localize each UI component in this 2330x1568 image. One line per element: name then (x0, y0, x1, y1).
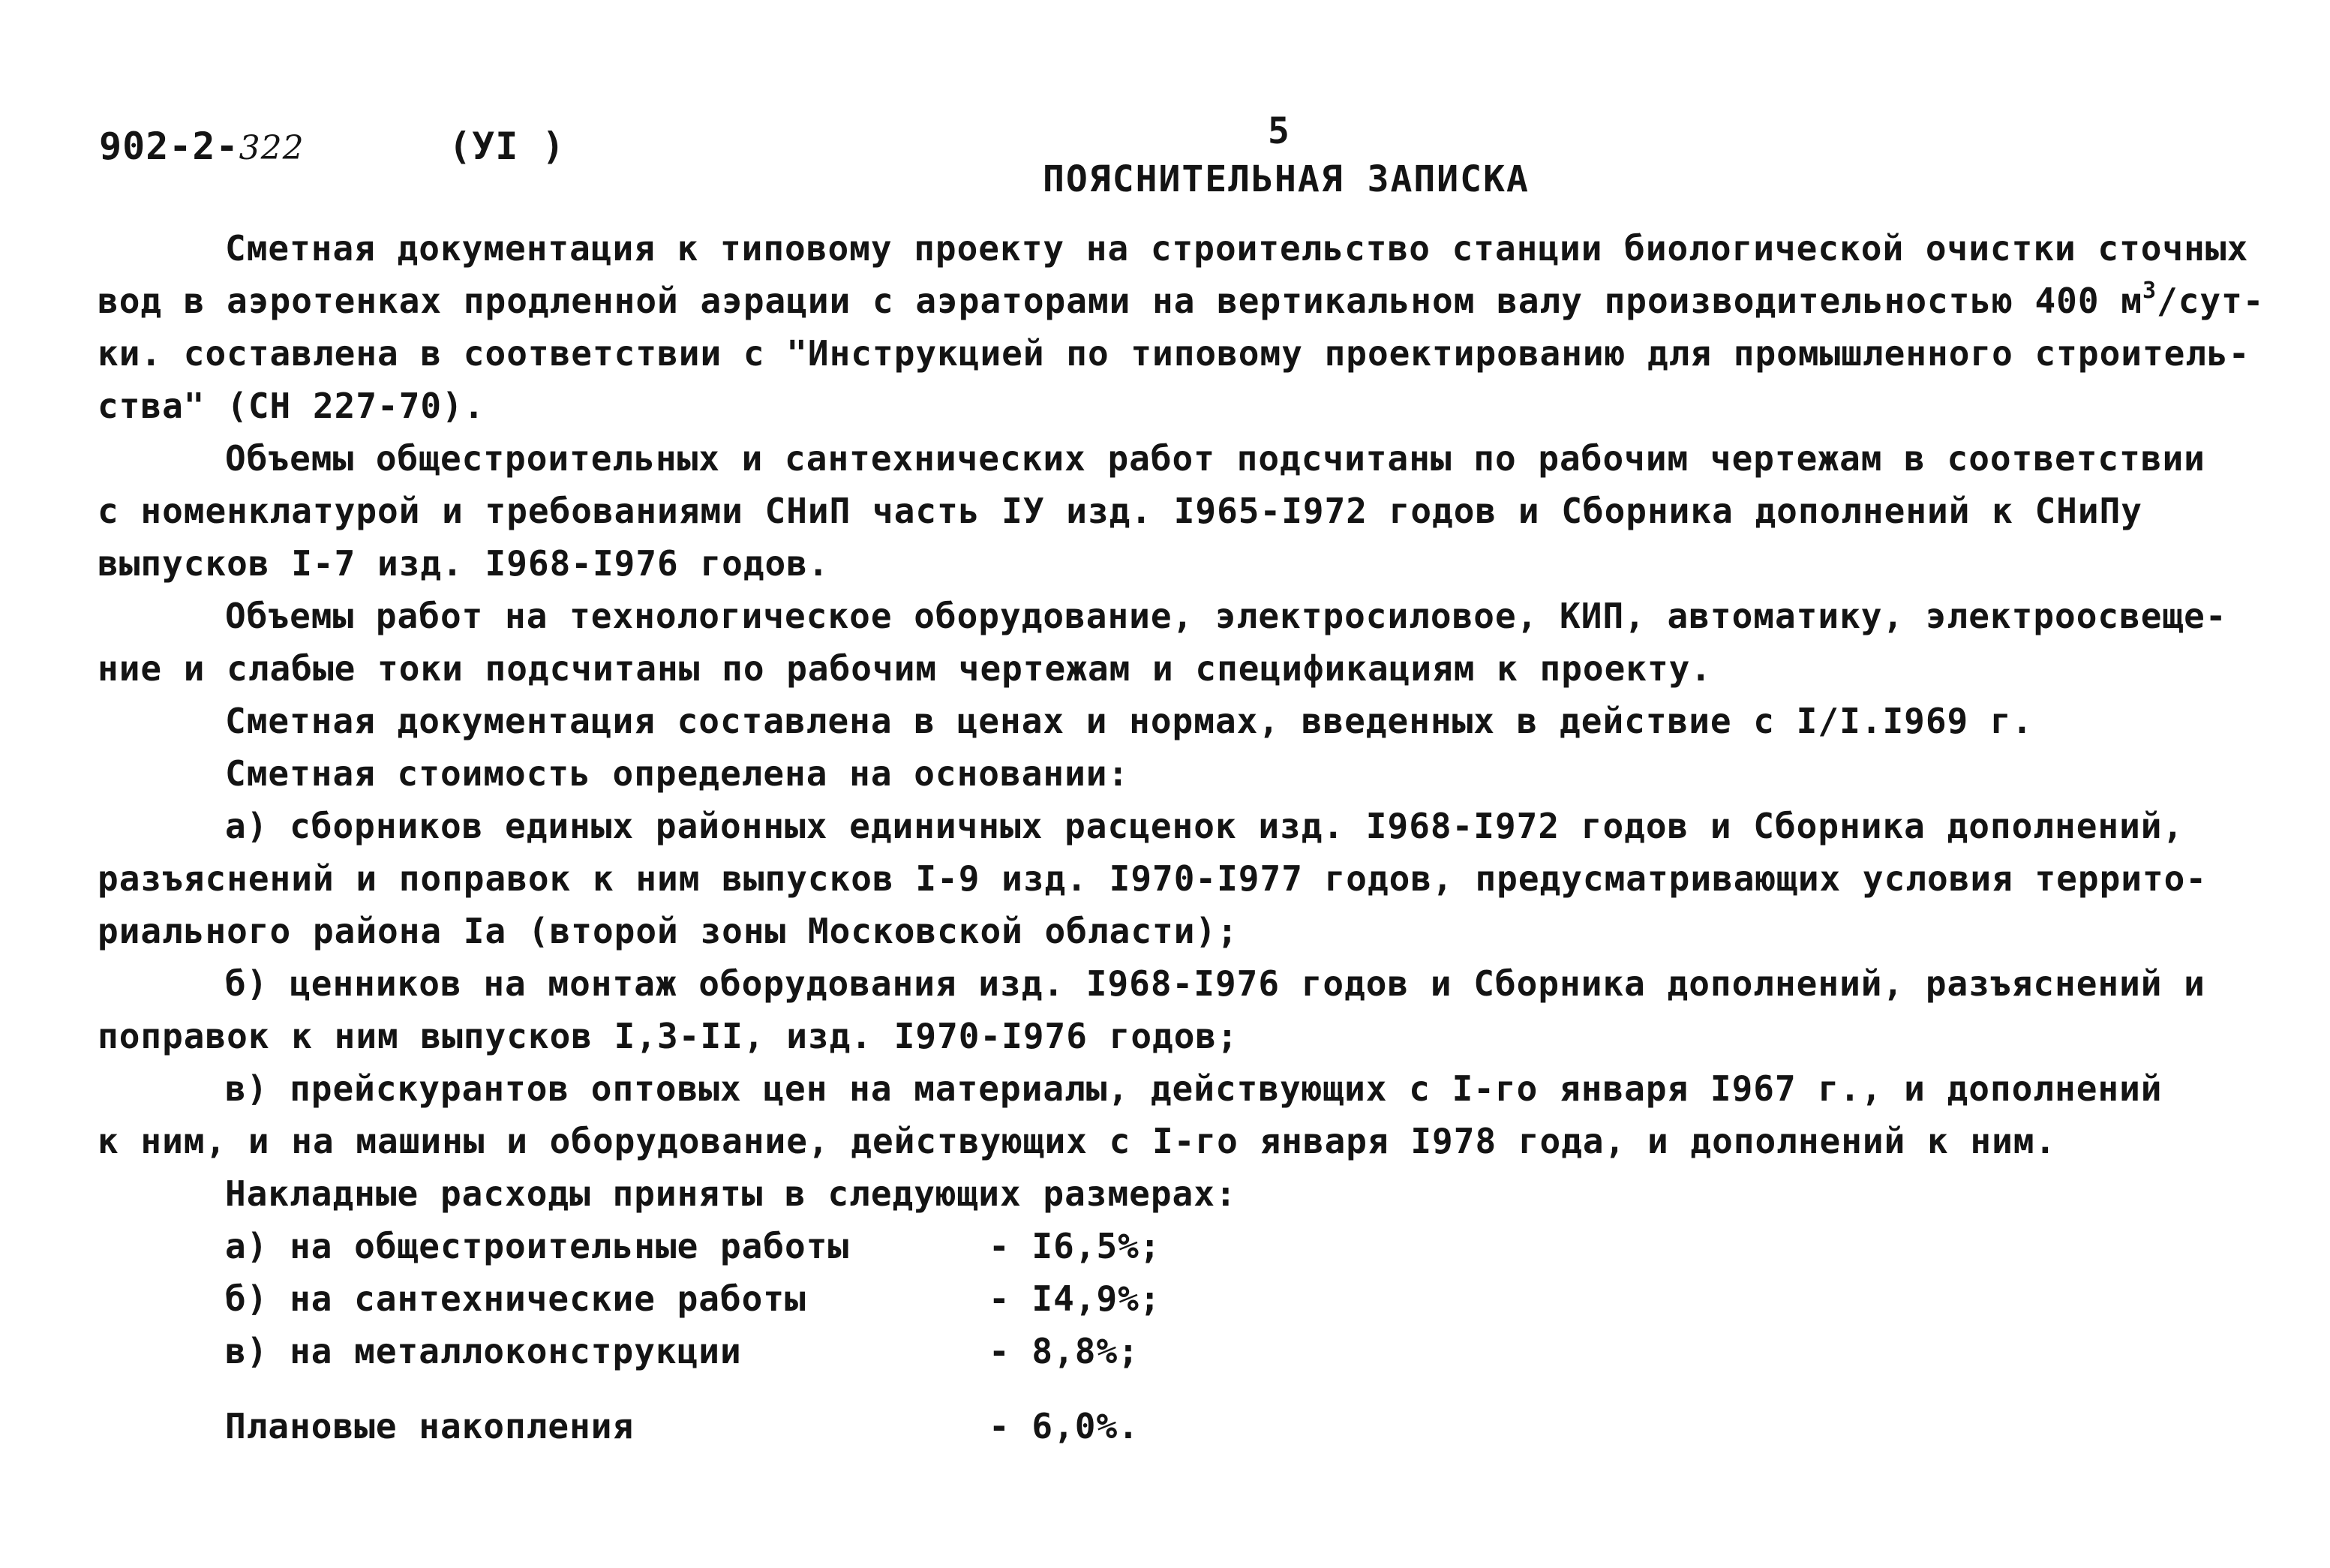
overhead-intro: Накладные расходы приняты в следующих размерах: (225, 1173, 1237, 1214)
item-c-line-1: в) прейскурантов оптовых цен на материалы, действующих с I-го января I967 г., и дополнений (225, 1068, 2163, 1109)
overhead-row-label: в) на металлоконструкции (225, 1331, 742, 1371)
cubic-superscript: 3 (2142, 277, 2157, 304)
paragraph-1-line-4: ства" (СН 227-70). (98, 386, 485, 426)
overhead-row-label: б) на сантехнические работы (225, 1278, 806, 1319)
overhead-row-value: - I6,5%; (989, 1226, 1161, 1266)
project-code (99, 120, 305, 175)
overhead-row-label: а) на общестроительные работы (225, 1226, 850, 1266)
paragraph-4: Сметная документация составлена в ценах и нормах, введенных в действие с I/I.I969 г. (225, 701, 2034, 741)
paragraph-2-line-1: Объемы общестроительных и сантехнических работ подсчитаны по рабочим чертежам в соответствии (225, 438, 2205, 479)
paragraph-1-line-2 (98, 275, 2265, 327)
item-b-line-1: б) ценников на монтаж оборудования изд. I968-I976 годов и Сборника дополнений, разъяснений и (225, 963, 2205, 1004)
paragraph-1-line-2-text: вод в аэротенках продленной аэрации с аэраторами на вертикальном валу производительностью 400 м (98, 281, 2142, 321)
item-a-line-2: разъяснений и поправок к ним выпусков I-9 изд. I970-I977 годов, предусматривающих условия террито- (98, 858, 2208, 899)
planned-savings-value: - 6,0%. (989, 1406, 1139, 1446)
volume-label: (УI ) (449, 125, 566, 168)
item-a-line-1: а) сборников единых районных единичных расценок изд. I968-I972 годов и Сборника дополнений, (225, 806, 2184, 846)
page-number: 5 (1268, 110, 1290, 152)
project-code-handwritten: 322 (239, 129, 305, 167)
paragraph-3-line-2: ние и слабые токи подсчитаны по рабочим чертежам и спецификациям к проекту. (98, 648, 1713, 689)
paragraph-1-line-3: ки. составлена в соответствии с "Инструкцией по типовому проектированию для промышленного строитель- (98, 333, 2250, 374)
page-title: ПОЯСНИТЕЛЬНАЯ ЗАПИСКА (1043, 158, 1530, 200)
planned-savings-label: Плановые накопления (225, 1406, 635, 1446)
item-a-line-3: риального района Iа (второй зоны Московской области); (98, 911, 1239, 951)
project-code-prefix: 902-2- (99, 125, 239, 168)
paragraph-2-line-3: выпусков I-7 изд. I968-I976 годов. (98, 543, 830, 584)
item-c-line-2: к ним, и на машины и оборудование, действующих с I-го января I978 года, и дополнений к ним. (98, 1121, 2057, 1161)
overhead-row-value: - I4,9%; (989, 1278, 1161, 1319)
paragraph-1-line-1: Сметная документация к типовому проекту на строительство станции биологической очистки сточных (225, 228, 2249, 269)
item-b-line-2: поправок к ним выпусков I,3-II, изд. I970-I976 годов; (98, 1016, 1239, 1056)
paragraph-1-line-2-tail: /сут- (2157, 281, 2265, 321)
paragraph-2-line-2: с номенклатурой и требованиями СНиП часть IУ изд. I965-I972 годов и Сборника дополнений к СНиПу (98, 491, 2142, 531)
paragraph-3-line-1: Объемы работ на технологическое оборудование, электросиловое, КИП, автоматику, электроосвеще- (225, 596, 2227, 636)
overhead-row-value: - 8,8%; (989, 1331, 1139, 1371)
paragraph-5: Сметная стоимость определена на основании: (225, 753, 1130, 794)
